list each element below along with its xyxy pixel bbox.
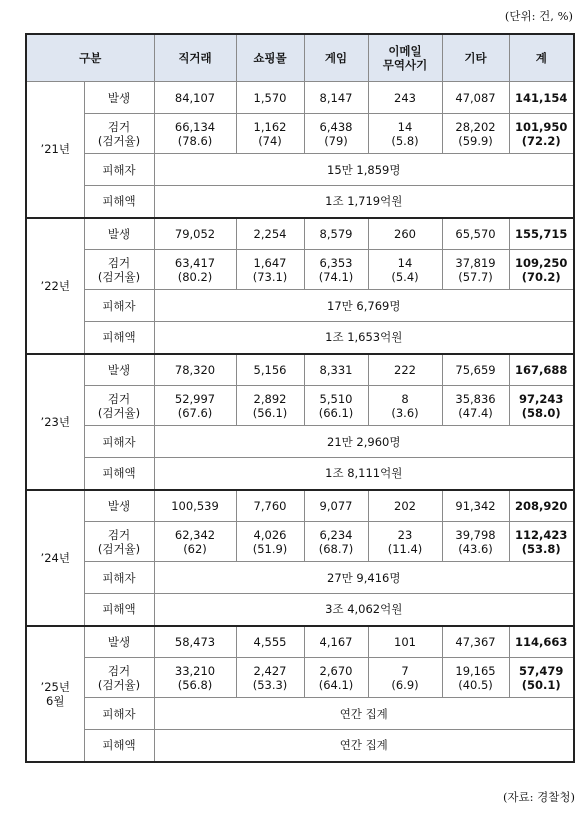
arrest-rate: (53.8) — [521, 541, 561, 556]
year-cell — [26, 354, 84, 490]
arrest-total — [509, 658, 574, 698]
occur-email: 101 — [368, 626, 442, 658]
arrest-rate-label: (검거율) — [97, 269, 141, 284]
arrest-count: 2,892 — [253, 391, 287, 406]
table-row — [26, 698, 574, 730]
arrest-game — [304, 658, 368, 698]
row-label-arrest — [84, 658, 154, 698]
arrest-rate: (58.0) — [521, 405, 561, 420]
arrest-rate: (62) — [183, 541, 207, 556]
arrest-email — [368, 522, 442, 562]
arrest-rate: (5.8) — [391, 133, 419, 148]
header-row — [26, 34, 574, 82]
arrest-total — [509, 250, 574, 290]
damage-value: 1조 1,653억원 — [154, 322, 574, 354]
row-label-victims: 피해자 — [84, 290, 154, 322]
arrest-game — [304, 386, 368, 426]
table-row — [26, 562, 574, 594]
arrest-email — [368, 114, 442, 154]
arrest-count: 66,134 — [174, 119, 216, 134]
arrest-direct — [154, 658, 236, 698]
arrest-shopping — [236, 114, 304, 154]
arrest-count: 33,210 — [174, 663, 216, 678]
occur-game: 8,579 — [304, 218, 368, 250]
header-total: 계 — [509, 34, 574, 82]
arrest-rate: (50.1) — [521, 677, 561, 692]
arrest-count: 6,438 — [319, 119, 353, 134]
arrest-count: 39,798 — [455, 527, 496, 542]
arrest-count: 97,243 — [519, 391, 564, 406]
header-email-line2: 무역사기 — [382, 58, 428, 72]
row-label-arrest — [84, 522, 154, 562]
occur-game: 8,331 — [304, 354, 368, 386]
damage-value: 1조 8,111억원 — [154, 458, 574, 490]
arrest-count: 7 — [401, 663, 409, 678]
table-row — [26, 386, 574, 426]
header-email-line1: 이메일 — [388, 44, 422, 58]
arrest-direct — [154, 250, 236, 290]
arrest-count: 62,342 — [174, 527, 216, 542]
arrest-total — [509, 522, 574, 562]
arrest-rate: (74) — [258, 133, 282, 148]
arrest-rate: (78.6) — [177, 133, 213, 148]
arrest-rate-label: (검거율) — [97, 677, 141, 692]
table-row — [26, 82, 574, 114]
arrest-email — [368, 658, 442, 698]
arrest-rate: (40.5) — [458, 677, 493, 692]
arrest-rate: (73.1) — [252, 269, 288, 284]
arrest-etc — [442, 114, 509, 154]
header-shopping: 쇼핑몰 — [236, 34, 304, 82]
arrest-rate: (51.9) — [252, 541, 288, 556]
arrest-count: 6,353 — [319, 255, 353, 270]
arrest-shopping — [236, 250, 304, 290]
arrest-count: 19,165 — [455, 663, 496, 678]
occur-direct: 100,539 — [154, 490, 236, 522]
table-row — [26, 426, 574, 458]
table-row — [26, 250, 574, 290]
row-label-victims: 피해자 — [84, 154, 154, 186]
table-row — [26, 626, 574, 658]
table-row — [26, 594, 574, 626]
table-row — [26, 490, 574, 522]
row-label-damage: 피해액 — [84, 458, 154, 490]
arrest-count: 28,202 — [455, 119, 496, 134]
arrest-count: 2,427 — [253, 663, 287, 678]
arrest-rate: (53.3) — [252, 677, 288, 692]
arrest-count: 35,836 — [455, 391, 496, 406]
occur-shopping: 2,254 — [236, 218, 304, 250]
header-game: 게임 — [304, 34, 368, 82]
arrest-rate: (6.9) — [391, 677, 419, 692]
arrest-count: 37,819 — [455, 255, 496, 270]
arrest-label: 검거 — [107, 119, 131, 134]
arrest-count: 2,670 — [319, 663, 353, 678]
arrest-direct — [154, 522, 236, 562]
arrest-etc — [442, 658, 509, 698]
arrest-label: 검거 — [107, 391, 131, 406]
arrest-count: 23 — [397, 527, 413, 542]
arrest-rate: (64.1) — [318, 677, 354, 692]
arrest-etc — [442, 386, 509, 426]
arrest-count: 6,234 — [319, 527, 353, 542]
arrest-rate: (56.8) — [177, 677, 213, 692]
arrest-direct — [154, 386, 236, 426]
row-label-damage: 피해액 — [84, 186, 154, 218]
occur-total: 167,688 — [509, 354, 574, 386]
victims-value: 27만 9,416명 — [154, 562, 574, 594]
arrest-rate: (80.2) — [177, 269, 213, 284]
arrest-shopping — [236, 522, 304, 562]
victims-value: 연간 집계 — [154, 698, 574, 730]
victims-value: 21만 2,960명 — [154, 426, 574, 458]
occur-etc: 47,087 — [442, 82, 509, 114]
arrest-direct — [154, 114, 236, 154]
arrest-count: 1,162 — [253, 119, 287, 134]
table-row — [26, 154, 574, 186]
table-body — [26, 82, 574, 762]
year-cell — [26, 490, 84, 626]
damage-value: 3조 4,062억원 — [154, 594, 574, 626]
arrest-email — [368, 250, 442, 290]
arrest-rate-label: (검거율) — [97, 541, 141, 556]
arrest-rate: (43.6) — [458, 541, 493, 556]
arrest-count: 1,647 — [253, 255, 287, 270]
table-row — [26, 354, 574, 386]
occur-email: 222 — [368, 354, 442, 386]
arrest-rate: (3.6) — [391, 405, 419, 420]
row-label-damage: 피해액 — [84, 594, 154, 626]
occur-game: 8,147 — [304, 82, 368, 114]
occur-shopping: 5,156 — [236, 354, 304, 386]
arrest-etc — [442, 250, 509, 290]
arrest-count: 109,250 — [515, 255, 568, 270]
occur-direct: 84,107 — [154, 82, 236, 114]
occur-total: 141,154 — [509, 82, 574, 114]
occur-total: 208,920 — [509, 490, 574, 522]
row-label-occur: 발생 — [84, 82, 154, 114]
arrest-count: 8 — [401, 391, 409, 406]
table-row — [26, 114, 574, 154]
row-label-victims: 피해자 — [84, 698, 154, 730]
arrest-shopping — [236, 386, 304, 426]
arrest-label: 검거 — [107, 663, 131, 678]
occur-total: 114,663 — [509, 626, 574, 658]
arrest-rate: (72.2) — [521, 133, 561, 148]
arrest-count: 112,423 — [515, 527, 568, 542]
row-label-damage: 피해액 — [84, 322, 154, 354]
arrest-rate: (68.7) — [318, 541, 354, 556]
table-row — [26, 186, 574, 218]
arrest-game — [304, 114, 368, 154]
arrest-email — [368, 386, 442, 426]
occur-game: 9,077 — [304, 490, 368, 522]
source-note: (자료: 경찰청) — [502, 790, 575, 804]
year-label: ’25년 — [40, 679, 70, 694]
year-cell — [26, 626, 84, 762]
arrest-shopping — [236, 658, 304, 698]
occur-game: 4,167 — [304, 626, 368, 658]
row-label-arrest — [84, 386, 154, 426]
arrest-rate: (66.1) — [318, 405, 354, 420]
occur-etc: 47,367 — [442, 626, 509, 658]
arrest-rate: (56.1) — [252, 405, 288, 420]
occur-email: 260 — [368, 218, 442, 250]
arrest-count: 52,997 — [174, 391, 216, 406]
year-label: ’23년 — [40, 414, 70, 429]
row-label-victims: 피해자 — [84, 426, 154, 458]
arrest-total — [509, 114, 574, 154]
arrest-rate: (67.6) — [177, 405, 213, 420]
row-label-occur: 발생 — [84, 626, 154, 658]
header-etc: 기타 — [442, 34, 509, 82]
arrest-count: 5,510 — [319, 391, 353, 406]
occur-shopping: 1,570 — [236, 82, 304, 114]
table-row — [26, 322, 574, 354]
arrest-rate: (74.1) — [318, 269, 354, 284]
year-label: ’21년 — [40, 142, 70, 157]
arrest-rate: (11.4) — [387, 541, 423, 556]
header-category: 구분 — [26, 34, 154, 82]
arrest-count: 101,950 — [515, 119, 568, 134]
victims-value: 17만 6,769명 — [154, 290, 574, 322]
arrest-rate: (70.2) — [521, 269, 561, 284]
occur-etc: 91,342 — [442, 490, 509, 522]
occur-direct: 79,052 — [154, 218, 236, 250]
arrest-rate-label: (검거율) — [97, 405, 141, 420]
table-row — [26, 290, 574, 322]
row-label-arrest — [84, 250, 154, 290]
occur-direct: 58,473 — [154, 626, 236, 658]
year-label: ’22년 — [40, 278, 70, 293]
row-label-victims: 피해자 — [84, 562, 154, 594]
arrest-rate-label: (검거율) — [97, 133, 141, 148]
occur-shopping: 7,760 — [236, 490, 304, 522]
table-row — [26, 730, 574, 762]
arrest-count: 14 — [397, 255, 413, 270]
arrest-game — [304, 522, 368, 562]
arrest-rate: (79) — [324, 133, 348, 148]
row-label-occur: 발생 — [84, 218, 154, 250]
arrest-label: 검거 — [107, 527, 131, 542]
row-label-occur: 발생 — [84, 490, 154, 522]
table-row — [26, 658, 574, 698]
table-row — [26, 458, 574, 490]
arrest-rate: (57.7) — [458, 269, 493, 284]
arrest-count: 63,417 — [174, 255, 216, 270]
arrest-count: 57,479 — [519, 663, 564, 678]
year-sublabel: 6월 — [46, 693, 65, 708]
year-cell — [26, 218, 84, 354]
arrest-total — [509, 386, 574, 426]
damage-value: 연간 집계 — [154, 730, 574, 762]
arrest-rate: (59.9) — [458, 133, 493, 148]
row-label-occur: 발생 — [84, 354, 154, 386]
table-row — [26, 218, 574, 250]
victims-value: 15만 1,859명 — [154, 154, 574, 186]
row-label-arrest — [84, 114, 154, 154]
year-cell — [26, 82, 84, 218]
occur-etc: 75,659 — [442, 354, 509, 386]
arrest-count: 4,026 — [253, 527, 287, 542]
occur-email: 202 — [368, 490, 442, 522]
damage-value: 1조 1,719억원 — [154, 186, 574, 218]
year-label: ’24년 — [40, 550, 70, 565]
header-direct: 직거래 — [154, 34, 236, 82]
arrest-count: 14 — [397, 119, 413, 134]
occur-etc: 65,570 — [442, 218, 509, 250]
header-email — [368, 34, 442, 82]
occur-direct: 78,320 — [154, 354, 236, 386]
arrest-game — [304, 250, 368, 290]
table-row — [26, 522, 574, 562]
occur-email: 243 — [368, 82, 442, 114]
unit-note: (단위: 건, %) — [504, 9, 573, 23]
occur-total: 155,715 — [509, 218, 574, 250]
fraud-statistics-table — [25, 33, 575, 763]
arrest-rate: (47.4) — [458, 405, 493, 420]
row-label-damage: 피해액 — [84, 730, 154, 762]
arrest-rate: (5.4) — [391, 269, 419, 284]
arrest-label: 검거 — [107, 255, 131, 270]
arrest-etc — [442, 522, 509, 562]
occur-shopping: 4,555 — [236, 626, 304, 658]
